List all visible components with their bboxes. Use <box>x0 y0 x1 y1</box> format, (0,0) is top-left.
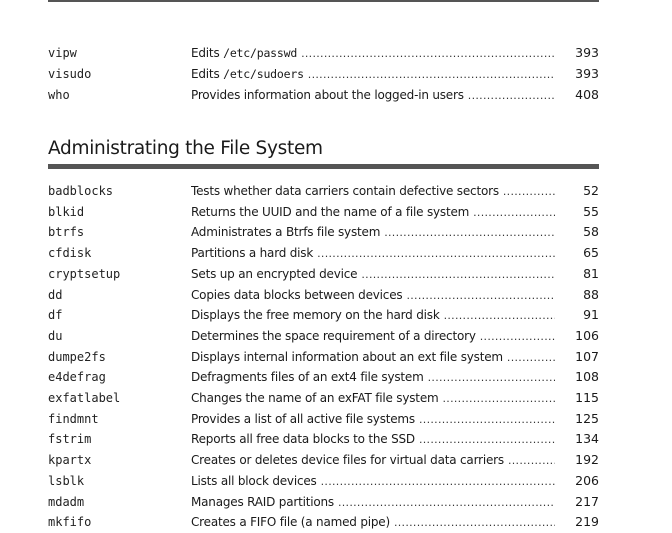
dot-leader <box>308 65 555 85</box>
page-number: 192 <box>575 452 599 468</box>
entry-description <box>191 367 561 388</box>
description-text: Edits <box>191 46 224 60</box>
page-number: 393 <box>575 66 599 81</box>
dot-leader <box>406 286 555 306</box>
dot-leader <box>468 86 555 106</box>
page-number: 134 <box>575 431 599 447</box>
description-text: Reports all free data blocks to the SSD <box>191 432 415 447</box>
description-text: Provides a list of all active file systems <box>191 411 415 426</box>
index-entry <box>48 326 599 346</box>
index-entry <box>48 409 599 429</box>
page-number: 91 <box>583 307 599 323</box>
file-path: /etc/passwd <box>223 46 298 60</box>
page-number: 88 <box>583 286 599 302</box>
page-number: 217 <box>575 493 599 509</box>
entry-description <box>191 450 561 471</box>
page-number: 52 <box>583 183 599 198</box>
description-text: Displays the free memory on the hard disk <box>191 308 440 323</box>
page-number: 108 <box>575 369 599 385</box>
command-name: btrfs <box>48 225 85 240</box>
command-name: badblocks <box>48 184 114 198</box>
command-name: dumpe2fs <box>48 349 106 364</box>
description-text: Administrates a Btrfs file system <box>191 225 381 240</box>
command-name: cfdisk <box>48 246 92 261</box>
dot-leader <box>480 327 555 347</box>
index-entry <box>48 64 599 84</box>
dot-leader <box>321 472 555 492</box>
page-number: 408 <box>575 87 599 102</box>
entry-description <box>191 243 561 264</box>
dot-leader <box>361 265 555 285</box>
dot-leader <box>301 44 555 64</box>
description-text: Sets up an encrypted device <box>191 266 358 281</box>
page-number: 393 <box>575 45 599 60</box>
dot-leader <box>444 306 555 326</box>
description-text: Partitions a hard disk <box>191 246 314 261</box>
page-number: 206 <box>575 472 599 488</box>
index-entry <box>48 181 599 201</box>
description-text: Returns the UUID and the name of a file system <box>191 204 470 219</box>
index-entry <box>48 471 599 491</box>
index-entry <box>48 429 599 449</box>
description-text: Creates or deletes device files for virtual data carriers <box>191 453 504 468</box>
entry-description <box>191 181 561 202</box>
entry-description <box>191 326 561 347</box>
index-entry <box>48 305 599 325</box>
page-number: 65 <box>583 245 599 261</box>
entry-description <box>191 471 561 492</box>
entry-description <box>191 285 561 306</box>
description-text: Edits <box>191 67 224 81</box>
dot-leader <box>443 389 556 409</box>
index-entry <box>48 388 599 408</box>
dot-leader <box>419 430 555 450</box>
entry-description <box>191 429 561 450</box>
command-name: mkfifo <box>48 515 92 530</box>
entry-description <box>191 492 561 513</box>
entry-description <box>191 305 561 326</box>
command-name: e4defrag <box>48 370 106 385</box>
section-title: Administrating the File System <box>48 138 323 159</box>
description-text: Provides information about the logged-in users <box>191 88 464 102</box>
command-name: df <box>48 308 63 323</box>
entry-description <box>191 347 561 368</box>
page-number: 115 <box>575 390 599 405</box>
description-text: Creates a FIFO file (a named pipe) <box>191 515 390 530</box>
dot-leader <box>503 182 555 202</box>
description-text: Displays internal information about an ext file system <box>191 349 503 364</box>
entry-description <box>191 85 561 106</box>
entry-description <box>191 264 561 285</box>
page-number: 219 <box>575 514 599 530</box>
entry-description <box>191 409 561 430</box>
index-entry <box>48 367 599 387</box>
dot-leader <box>384 223 555 243</box>
command-name: kpartx <box>48 453 92 468</box>
entry-description <box>191 388 561 409</box>
page-number: 81 <box>583 265 599 281</box>
description-text: Determines the space requirement of a directory <box>191 328 476 343</box>
command-name: lsblk <box>48 473 85 488</box>
dot-leader <box>394 513 555 533</box>
index-entry <box>48 85 599 105</box>
index-entry <box>48 347 599 367</box>
entry-description <box>191 64 561 85</box>
command-name: dd <box>48 287 63 302</box>
entry-description <box>191 202 561 223</box>
command-name: vipw <box>48 46 77 60</box>
description-text: Copies data blocks between devices <box>191 287 403 302</box>
command-name: du <box>48 328 63 343</box>
index-entry <box>48 285 599 305</box>
entry-description <box>191 43 561 64</box>
page-number: 125 <box>575 410 599 426</box>
index-entry <box>48 43 599 63</box>
command-name: blkid <box>48 204 85 219</box>
index-entry <box>48 222 599 242</box>
index-entry <box>48 264 599 284</box>
command-name: mdadm <box>48 494 85 509</box>
index-entry <box>48 202 599 222</box>
page-number: 106 <box>575 327 599 343</box>
command-name: exfatlabel <box>48 391 121 405</box>
entry-description <box>191 222 561 243</box>
command-name: who <box>48 88 70 102</box>
entry-description <box>191 512 561 533</box>
dot-leader <box>508 451 555 471</box>
dot-leader <box>507 348 555 368</box>
command-name: cryptsetup <box>48 266 121 281</box>
command-name: findmnt <box>48 411 99 426</box>
description-text: Manages RAID partitions <box>191 494 334 509</box>
file-path: /etc/sudoers <box>223 67 304 81</box>
dot-leader <box>473 203 555 223</box>
index-entry <box>48 450 599 470</box>
description-text: Defragments files of an ext4 file system <box>191 370 424 385</box>
command-name: fstrim <box>48 432 92 447</box>
description-text: Lists all block devices <box>191 473 317 488</box>
dot-leader <box>419 410 555 430</box>
page-number: 58 <box>583 224 599 240</box>
dot-leader <box>317 244 555 264</box>
dot-leader <box>338 493 555 513</box>
index-entry <box>48 243 599 263</box>
section-rule <box>48 164 599 169</box>
command-name: visudo <box>48 67 92 81</box>
page-number: 55 <box>583 203 599 219</box>
description-text: Tests whether data carriers contain defective sectors <box>191 184 499 198</box>
description-text: Changes the name of an exFAT file system <box>191 391 439 405</box>
page-number: 107 <box>575 348 599 364</box>
dot-leader <box>428 368 555 388</box>
index-entry <box>48 492 599 512</box>
index-entry <box>48 512 599 532</box>
top-rule <box>48 0 599 2</box>
